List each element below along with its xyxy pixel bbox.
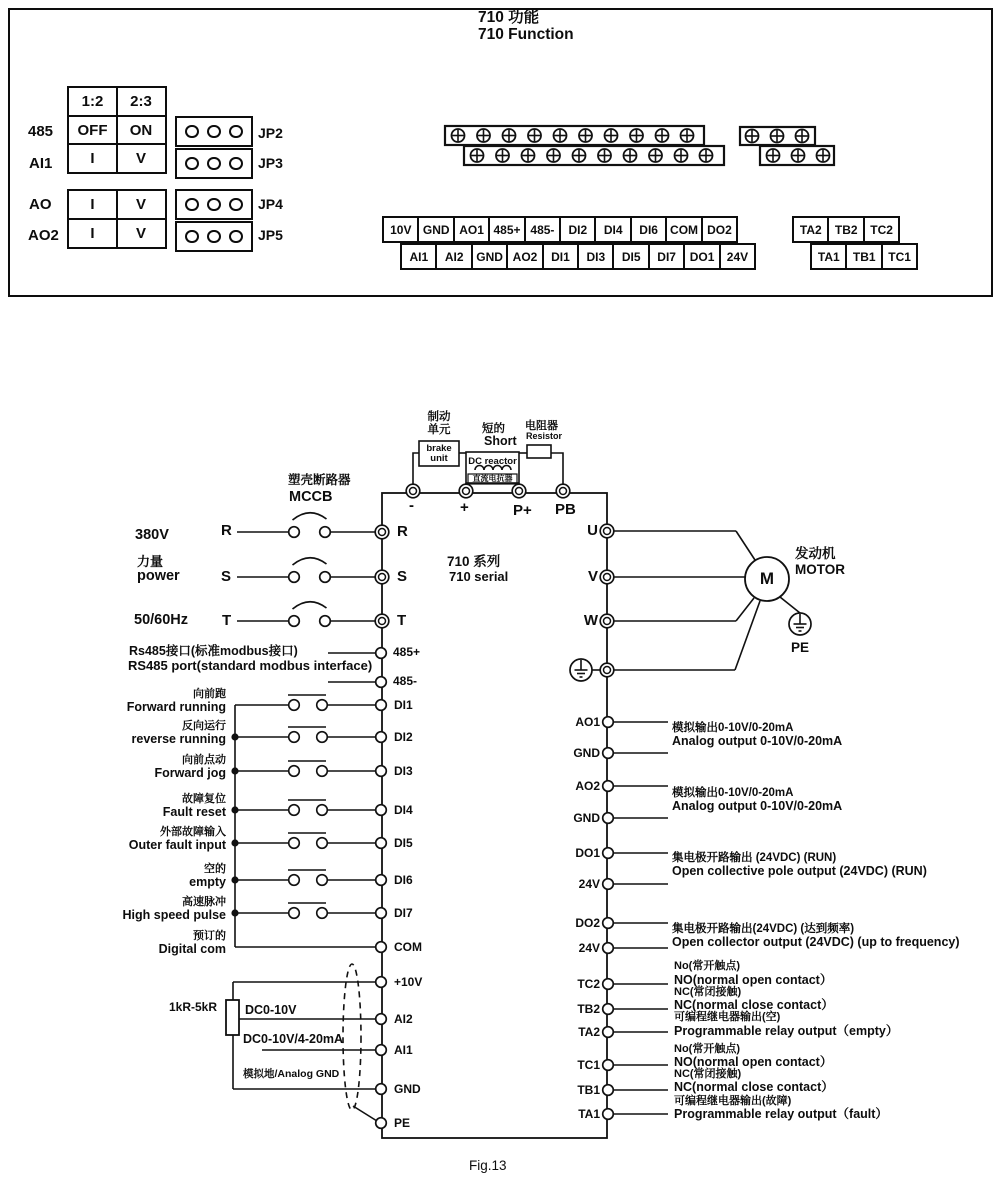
terminal-di6: DI6 — [394, 873, 413, 887]
ao2-desc-en: Analog output 0-10V/0-20mA — [672, 799, 843, 813]
motor-label-cn: 发动机 — [795, 546, 836, 561]
terminal-gnd-ao2: GND — [573, 811, 600, 825]
bus-terminal-plus: + — [460, 499, 469, 516]
jumper-value-cell: I — [67, 218, 118, 249]
jp2-connector — [175, 116, 253, 147]
ai2-signal-label: DC0-10V — [245, 1003, 297, 1017]
terminal-do2: DO2 — [575, 916, 600, 930]
supply-voltage-label: 380V — [135, 527, 169, 543]
resistor-label-en: Resistor — [526, 431, 563, 441]
di3-label-en: Forward jog — [154, 766, 226, 780]
tb1-desc-en: NC(normal close contact） — [674, 1080, 834, 1094]
terminal-ta2: TA2 — [578, 1025, 600, 1039]
jumper-value-cell: I — [67, 189, 118, 220]
brake-unit-label-cn2: 单元 — [427, 424, 451, 436]
phase-t-label: T — [222, 612, 232, 629]
terminal-24v-do1: 24V — [578, 877, 600, 891]
jp4-connector — [175, 189, 253, 220]
com-label-en: Digital com — [158, 942, 226, 956]
phase-r-label: R — [221, 522, 232, 539]
di2-label-cn: 反向运行 — [182, 720, 226, 732]
drive-series-en: 710 serial — [449, 569, 509, 584]
di7-label-cn: 高速脉冲 — [182, 896, 226, 908]
brake-unit-label-en1: brake — [426, 443, 452, 454]
terminal-cell: DI7 — [648, 243, 686, 270]
short-label-en: Short — [484, 434, 517, 448]
drive-earth-icon — [570, 659, 592, 681]
terminal-10v: +10V — [394, 975, 423, 989]
jumper-table-2 — [67, 189, 167, 249]
terminal-tc2: TC2 — [577, 977, 600, 991]
terminal-di4: DI4 — [394, 803, 413, 817]
mccb-label-en: MCCB — [289, 489, 333, 505]
jumper-pin — [207, 125, 221, 139]
short-label-cn: 短的 — [482, 423, 505, 435]
jumper-row-ai1 — [67, 146, 167, 175]
jumper-pin — [207, 230, 221, 244]
terminal-cell: DI3 — [577, 243, 615, 270]
relay-terminal-row-upper — [792, 216, 900, 243]
ta2-desc-en: Programmable relay output（empty） — [674, 1024, 899, 1038]
drive-terminal-s: S — [397, 568, 408, 585]
jumper-row-ao2 — [67, 220, 167, 249]
terminal-di7: DI7 — [394, 906, 413, 920]
tb2-desc-en: NC(normal close contact） — [674, 998, 834, 1012]
di5-label-en: Outer fault input — [128, 838, 226, 852]
jumper-table-1 — [67, 86, 167, 174]
ao1-desc-cn: 模拟输出0-10V/0-20mA — [672, 722, 794, 734]
mccb-label-cn: 塑壳断路器 — [288, 473, 351, 487]
ai1-signal-label: DC0-10V/4-20mA — [243, 1032, 344, 1046]
jumper-value-cell: V — [116, 189, 167, 220]
terminal-24v-do2: 24V — [578, 941, 600, 955]
di2-label-en: reverse running — [131, 732, 226, 746]
tb1-desc-cn: NC(常闭接触) — [674, 1068, 742, 1080]
tc2-desc-en: NO(normal open contact） — [674, 973, 833, 987]
shield-ellipse — [343, 964, 361, 1110]
jumper-value-cell: I — [67, 143, 118, 174]
terminal-485p: 485+ — [393, 645, 421, 659]
terminal-cell: TC2 — [863, 216, 901, 243]
di5-label-cn: 外部故障输入 — [160, 826, 226, 838]
bus-terminal-pplus: P+ — [513, 502, 532, 519]
terminal-cell: COM — [665, 216, 703, 243]
terminal-cell: AO2 — [506, 243, 544, 270]
terminal-cell: TA2 — [792, 216, 830, 243]
di4-label-en: Fault reset — [162, 805, 226, 819]
jumper-value-cell: OFF — [67, 115, 118, 146]
tc2-desc-cn: No(常开触点) — [674, 960, 740, 972]
motor-label-en: MOTOR — [795, 562, 845, 577]
motor-pe-label: PE — [791, 640, 810, 655]
brake-unit-label-en2: unit — [430, 453, 448, 464]
terminal-cell: 10V — [382, 216, 420, 243]
di1-label-en: Forward running — [126, 700, 226, 714]
jumper-pin — [229, 230, 243, 244]
terminal-ao1: AO1 — [575, 715, 600, 729]
jumper-row-label-ai1: AI1 — [29, 155, 53, 172]
drive-series-cn: 710 系列 — [447, 554, 501, 569]
terminal-gnd-ao1: GND — [573, 746, 600, 760]
jumper-header-cell: 1:2 — [67, 86, 118, 117]
terminal-row-lower — [400, 243, 756, 270]
terminal-cell: DI2 — [559, 216, 597, 243]
di1-label-cn: 向前跑 — [193, 688, 226, 700]
jp3-label: JP3 — [258, 155, 283, 171]
analog-gnd-label: 模拟地/Analog GND — [243, 1068, 340, 1080]
terminal-tc1: TC1 — [577, 1058, 600, 1072]
di6-label-cn: 空的 — [204, 863, 226, 875]
jumper-row-485 — [67, 117, 167, 146]
terminal-cell: DI4 — [594, 216, 632, 243]
terminal-ta1: TA1 — [578, 1107, 600, 1121]
terminal-cell: TB2 — [827, 216, 865, 243]
terminal-tb1: TB1 — [577, 1083, 600, 1097]
di6-label-en: empty — [189, 875, 226, 889]
com-label-cn: 预订的 — [193, 930, 226, 942]
jumper-row-ao — [67, 189, 167, 220]
do1-desc-cn: 集电极开路输出 (24VDC) (RUN) — [672, 852, 837, 864]
tc1-desc-cn: No(常开触点) — [674, 1043, 740, 1055]
di3-label-cn: 向前点动 — [182, 754, 226, 766]
terminal-cell: TA1 — [810, 243, 848, 270]
jumper-pin — [207, 198, 221, 212]
terminal-cell: 24V — [719, 243, 757, 270]
jp5-label: JP5 — [258, 227, 283, 243]
terminal-tb2: TB2 — [577, 1002, 600, 1016]
jumper-pin — [185, 198, 199, 212]
rs485-label-en: RS485 port(standard modbus interface) — [128, 658, 373, 673]
terminal-cell: AI1 — [400, 243, 438, 270]
terminal-pe: PE — [394, 1116, 411, 1130]
ao2-desc-cn: 模拟输出0-10V/0-20mA — [672, 787, 794, 799]
potentiometer — [226, 1000, 239, 1035]
drive-terminal-w: W — [583, 612, 598, 629]
jumper-row-label-ao2: AO2 — [28, 227, 59, 244]
brake-unit-label-cn1: 制动 — [427, 411, 451, 423]
potentiometer-label: 1kR-5kR — [168, 1000, 217, 1014]
jumper-pin — [185, 230, 199, 244]
drive-terminal-v: V — [587, 568, 598, 585]
bus-terminal-minus: - — [409, 497, 414, 514]
motor-earth-icon — [789, 613, 811, 635]
supply-freq-label: 50/60Hz — [134, 612, 189, 628]
terminal-com: COM — [394, 940, 422, 954]
jumper-header-row — [67, 86, 167, 117]
terminal-ai1: AI1 — [394, 1043, 413, 1057]
di4-label-cn: 故障复位 — [182, 793, 226, 805]
tb2-desc-cn: NC(常闭接触) — [674, 986, 742, 998]
do2-desc-cn: 集电极开路输出(24VDC) (达到频率) — [672, 923, 855, 935]
terminal-do1: DO1 — [575, 846, 600, 860]
drive-terminal-u: U — [587, 522, 598, 539]
terminal-di5: DI5 — [394, 836, 413, 850]
relay-terminal-row-lower — [810, 243, 918, 270]
jumper-value-cell: V — [116, 218, 167, 249]
tc1-desc-en: NO(normal open contact） — [674, 1055, 833, 1069]
jumper-value-cell: ON — [116, 115, 167, 146]
jp5-connector — [175, 221, 253, 252]
ta1-desc-en: Programmable relay output（fault） — [674, 1107, 888, 1121]
jumper-header-cell: 2:3 — [116, 86, 167, 117]
terminal-ao2: AO2 — [575, 779, 600, 793]
jp3-connector — [175, 148, 253, 179]
jumper-row-label-485: 485 — [28, 123, 54, 140]
terminal-cell: AI2 — [435, 243, 473, 270]
terminal-gnd: GND — [394, 1082, 421, 1096]
drive-terminal-r: R — [397, 523, 408, 540]
rs485-label-cn: Rs485接口(标准modbus接口) — [129, 644, 298, 658]
motor-m-symbol: M — [759, 569, 775, 588]
resistor-label-cn: 电阻器 — [525, 420, 558, 432]
jumper-value-cell: V — [116, 143, 167, 174]
terminal-di2: DI2 — [394, 730, 413, 744]
jumper-pin — [185, 125, 199, 139]
terminal-cell: DO2 — [701, 216, 739, 243]
figure-caption: Fig.13 — [469, 1158, 507, 1173]
dc-reactor-label-cn: 直流电抗器 — [472, 474, 513, 483]
phase-s-label: S — [221, 568, 232, 585]
terminal-cell: TC1 — [881, 243, 919, 270]
di7-label-en: High speed pulse — [122, 908, 226, 922]
terminal-row-upper — [382, 216, 738, 243]
jp4-label: JP4 — [258, 196, 283, 212]
resistor-box — [527, 445, 551, 458]
terminal-485m: 485- — [393, 674, 418, 688]
terminal-cell: 485- — [524, 216, 562, 243]
supply-power-label-cn: 力量 — [137, 554, 164, 569]
drive-terminal-t: T — [397, 612, 407, 629]
bus-terminal-pb: PB — [555, 501, 576, 518]
panel-title-en: 710 Function — [478, 26, 574, 43]
jumper-pin — [229, 157, 243, 171]
jumper-row-label-ao: AO — [29, 196, 52, 213]
terminal-cell: DI5 — [612, 243, 650, 270]
ao1-desc-en: Analog output 0-10V/0-20mA — [672, 734, 843, 748]
jumper-pin — [229, 125, 243, 139]
do2-desc-en: Open collector output (24VDC) (up to frequency) — [672, 935, 960, 949]
panel-title-cn: 710 功能 — [478, 9, 540, 26]
terminal-di1: DI1 — [394, 698, 413, 712]
terminal-ai2: AI2 — [394, 1012, 413, 1026]
terminal-cell: GND — [417, 216, 455, 243]
terminal-di3: DI3 — [394, 764, 413, 778]
dc-reactor-label-en: DC reactor — [468, 456, 517, 467]
terminal-cell: 485+ — [488, 216, 526, 243]
terminal-cell: DI1 — [542, 243, 580, 270]
terminal-cell: DI6 — [630, 216, 668, 243]
do1-desc-en: Open collective pole output (24VDC) (RUN) — [672, 864, 927, 878]
ta2-desc-cn: 可编程继电器输出(空) — [674, 1011, 781, 1023]
terminal-cell: DO1 — [683, 243, 721, 270]
jumper-pin — [229, 198, 243, 212]
supply-power-label-en: power — [137, 568, 180, 584]
terminal-cell: AO1 — [453, 216, 491, 243]
jumper-pin — [185, 157, 199, 171]
terminal-cell: GND — [471, 243, 509, 270]
ta1-desc-cn: 可编程继电器输出(故障) — [674, 1095, 792, 1107]
jp2-label: JP2 — [258, 125, 283, 141]
terminal-cell: TB1 — [845, 243, 883, 270]
jumper-pin — [207, 157, 221, 171]
